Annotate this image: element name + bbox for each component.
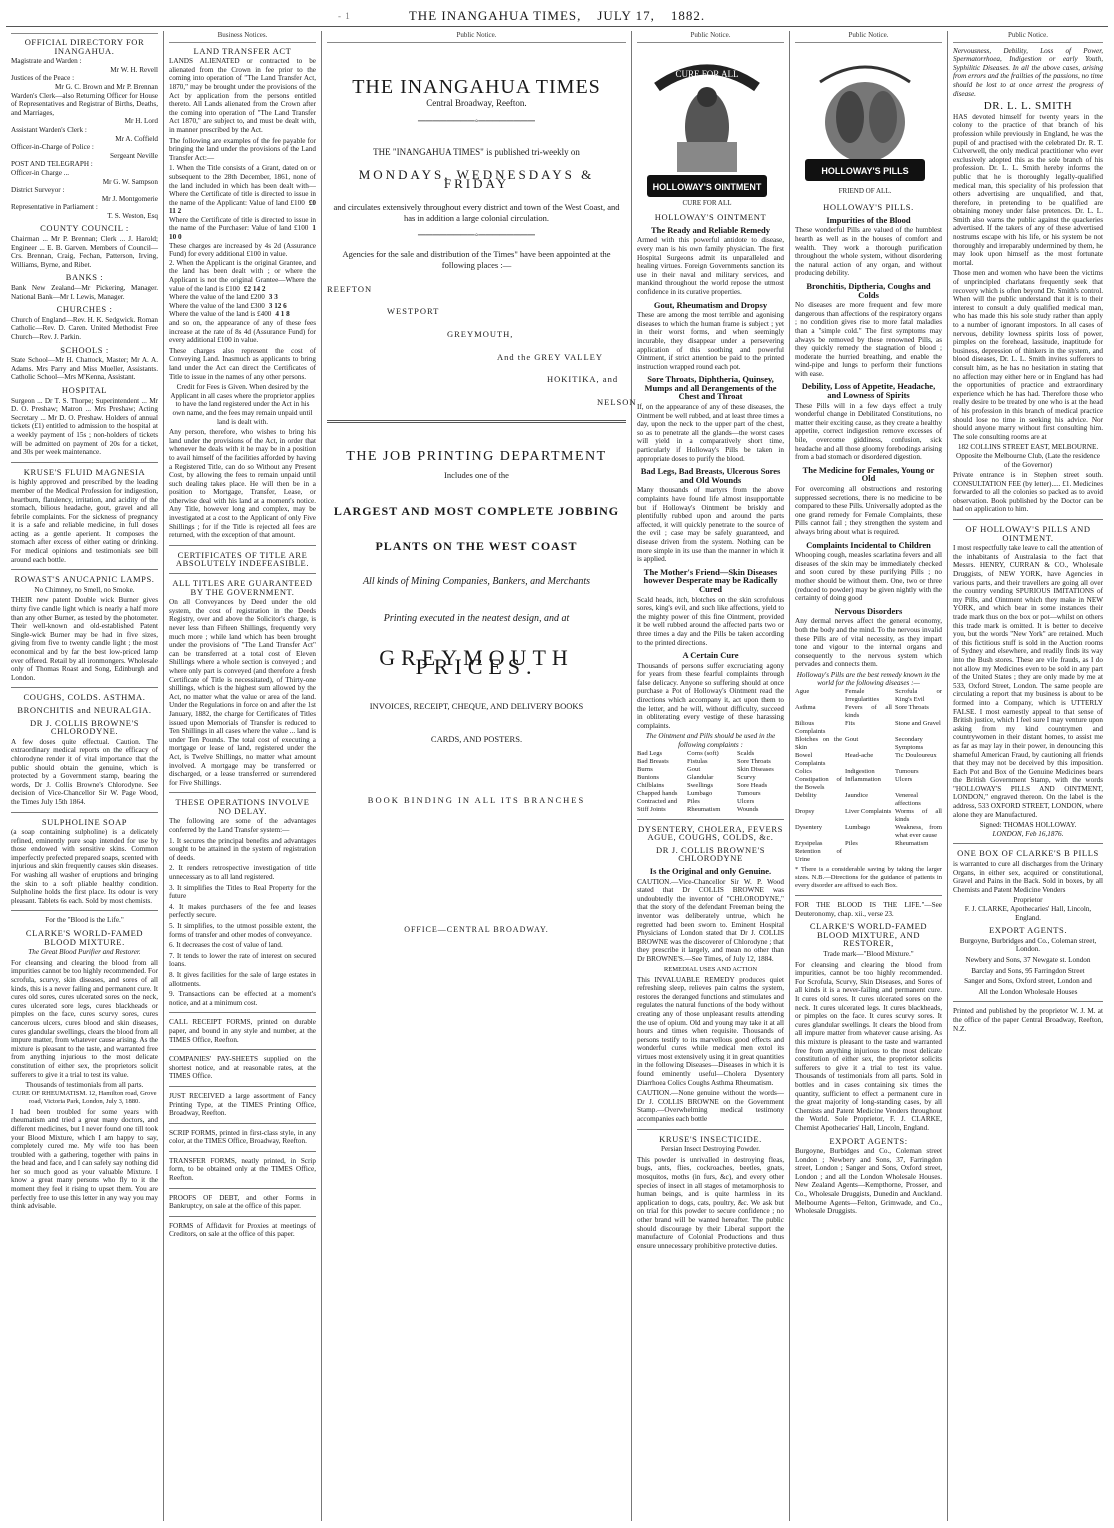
clarke-sub: The Great Blood Purifier and Restorer. <box>28 948 141 957</box>
fee-row <box>169 259 316 293</box>
directory-role: Justices of the Peace : <box>11 74 75 83</box>
hospital-title: HOSPITAL <box>61 384 108 395</box>
paper-subtitle: Central Broadway, Reefton. <box>426 98 527 109</box>
lta-title: LAND TRANSFER ACT <box>193 45 292 56</box>
delay-list <box>169 837 316 1008</box>
export-agent: Burgoyne, Burbridges and Co., Coleman street, London. <box>959 936 1097 954</box>
females-heading: The Medicine for Females, Young or Old <box>802 464 935 484</box>
remedial-body: This INVALUABLE REMEDY produces quiet refreshing sleep, relieves pain calms the system, restores the deranged functions and stimulates and regulates the natural functions of the body without creating any of those unpleasant results attending the use of opium. Old and young may take it at all hours and times when requisite. Thousands of persons testify to its marvellous good effects and wonderful cures while medical men extol its virtues most extensively using it in great quantities in the following Diseases—Diseases in which it is found eminently useful—Cholera Dysentery Diarrhoea Colics Coughs Asthma Rheumatism. <box>637 975 784 1087</box>
complaint-item: Blotches on the Skin <box>795 736 842 752</box>
column-header: Public Notice. <box>795 31 942 43</box>
guaranteed-title: ALL TITLES ARE GUARANTEED BY THE GOVERNMENT. <box>172 578 313 597</box>
fee-row <box>169 164 316 216</box>
advantage-item: 3. It simplifies the Titles to Real Property for the future <box>169 883 316 901</box>
kruse-body: is highly approved and prescribed by the leading member of the Medical Profession for indigestion, heartburn, flatulency, irritation, and acidity of the stomach, bilious headache, gout, gravel and all febrile complaints. For the sickness of pregnancy it is a safe and reliable medicine, in full doses acting as a gentle aperient. It composes the stomach after excess of either eating or drinking. For medical opinions and testimonials see bill around each bottle. <box>11 478 158 564</box>
directory-role: Officer-in Charge ... <box>11 168 70 177</box>
directory-name: Sergeant Neville <box>110 151 158 160</box>
credit-body: Any person, therefore, who wishes to bring his land under the provisions of the Act, in order that whenever he deals with it he may be in a position to avail himself of the facilities afforded by having a Registered Title, can do so Without any Present Cost, by allowing the fees to remain unpaid until such dealing takes place. He will then be in a position to Mortgage, Transfer, Lease, or otherwise deal with his land at a moment's notice. Any Title, however long and complex, may be investigated at a cost to the Applicant of only Five Shillings ; for if the Title is rejected all fees are returned, with the exception of that amount. <box>169 428 316 540</box>
advantage-item: 9. Transactions can be effected at a moment's notice, and at a minimum cost. <box>169 990 316 1007</box>
complaint-item: Head-ache <box>845 752 874 760</box>
complaint-item: Dropsy <box>795 808 815 816</box>
dysentery-title: DYSENTERY, CHOLERA, FEVERS AGUE, COUGHS, COLDS, &c. <box>638 823 783 843</box>
town-name: WESTPORT <box>387 306 440 317</box>
holloway-date: LONDON, Feb 16,1876. <box>992 829 1064 838</box>
advantage-item: 8. It gives facilities for the sale of large estates in allotments. <box>169 970 316 988</box>
fee-value: 3 12 6 <box>268 301 287 310</box>
pills-body-6: Any dermal nerves affect the general economy, both the body and the mind. To the nervous invalid these Pills are of vital necessity, as they impart tone and vigour to the internal organs and consequently to the nervous system which pervades and connects them. <box>795 617 942 669</box>
insecticide-sub: Persian Insect Destroying Powder. <box>660 1145 760 1154</box>
svg-text:HOLLOWAY'S PILLS: HOLLOWAY'S PILLS <box>821 165 909 176</box>
smith-address: 182 COLLINS STREET EAST, MELBOURNE. Opposite the Melbourne Club, (Late the residence of the Governor) <box>956 443 1100 469</box>
gout-heading: Gout, Rheumatism and Dropsy <box>653 299 768 310</box>
town-name: NELSON <box>597 396 637 407</box>
complaint-item: Female Irregularities <box>845 688 880 704</box>
column-header: Public Notice. <box>327 31 626 43</box>
legs-heading: Bad Legs, Bad Breasts, Ulcerous Sores and Old Wounds <box>640 466 781 485</box>
holloway-signed: Signed: THOMAS HOLLOWAY. <box>979 821 1077 830</box>
svg-text:CURE FOR ALL: CURE FOR ALL <box>675 68 739 79</box>
svg-text:FRIEND OF ALL.: FRIEND OF ALL. <box>838 186 892 195</box>
complaint-item: Piles <box>687 797 700 805</box>
directory-role: Officer-in-Charge of Police : <box>11 143 94 152</box>
fee-row <box>169 302 316 311</box>
directory-row <box>11 92 158 126</box>
export-agent: Barclay and Sons, 95 Farringdon Street <box>971 966 1085 975</box>
delay-intro: The following are some of the advantages conferred by the Land Transfer system:— <box>169 817 316 835</box>
ointment-title: HOLLOWAY'S OINTMENT <box>654 212 767 223</box>
advantage-item: 5. It simplifies, to the utmost possible extent, the forms of transfer and other modes of conveyance. <box>169 922 316 939</box>
complaint-item: Ulcers <box>737 797 755 805</box>
complaint-item: Rheumatism <box>687 805 721 813</box>
fee-row <box>169 310 316 319</box>
fee-row <box>169 242 316 259</box>
complaint-item: Wounds <box>737 805 759 813</box>
directory-role: District Surveyor : <box>11 186 65 195</box>
coughs-title: COUGHS, COLDS. ASTHMA. <box>23 692 146 703</box>
bronchitis-title: BRONCHITIS and NEURALGIA. <box>17 704 152 715</box>
masthead <box>6 6 1108 27</box>
fee-text: and so on, the appearance of any of these fees increase at the rate of 8s 4d (Assurance Fund) for every additional £100 in value. <box>169 319 316 345</box>
box-body: is warranted to cure all discharges from the Urinary Organs, in either sex, acquired or constitutional, Gravel and Pains in the Back. Sold in boxes, by all Chemists and Patent Medicine Venders <box>953 860 1103 894</box>
banks-title: BANKS : <box>65 272 104 283</box>
directory-row <box>11 203 158 220</box>
complaint-item: Dysentery <box>795 824 823 832</box>
small-ad: TRANSFER FORMS, neatly printed, in Scrip form, to be obtained only at the TIMES Office, Reefton. <box>169 1156 316 1183</box>
clarke-testimonials: Thousands of testimonials from all parts. <box>25 1081 144 1090</box>
sulpholine-title: SULPHOLINE SOAP <box>41 816 128 827</box>
pills-body-4: For overcoming all obstructions and restoring suppressed secretions, there is no medicine to be compared to these Pills. Universally adopted as the one grand remedy for Female Complaints, these Pills cannot fail ; they strengthen the system and always bring about what is required. <box>795 485 942 536</box>
mother-heading: The Mother's Friend—Skin Diseases however Desperate may be Radically Cured <box>643 566 778 594</box>
bronchitis-heading: Bronchitis, Diptheria, Coughs and Colds <box>806 280 931 300</box>
directory-role: POST AND TELEGRAPH : <box>11 160 93 169</box>
chlorodyne-title: DR J. COLLIS BROWNE'S CHLORODYNE. <box>29 717 140 737</box>
complaint-item: Sore Heads <box>737 781 768 789</box>
smith-intro: Nervousness, Debility, Loss of Power, Spermatorrhoea, Indigestion or early Youth, Syphilitic Diseases. In all the above cases, arising from errors and the frailties of the passions, no time should be lost to at once arrest the progress of disease. <box>953 46 1103 98</box>
lamps-sub: No Chimney, no Smell, no Smoke. <box>34 585 135 594</box>
ointment-body-6: Thousands of persons suffer excruciating agony for years from these fearful complaints through false delicacy. Anyone so suffering should at once purchase a Pot of Holloway's Ointment read the directions which accompany it, act upon them to the letter, and he will, without difficulty, succeed in obliterating every vestige of these harassing complaints. <box>637 661 784 730</box>
svg-text:CURE FOR ALL: CURE FOR ALL <box>682 198 732 207</box>
directory-name: Mr H. Lord <box>124 117 158 126</box>
pills-body-2: No diseases are more frequent and few more dangerous than affections of the respiratory organs ; no condition gives rise to more fatal maladies than a "simple cold." The first symptoms may always be removed by these renowned Pills, as they quickly remedy the stagnation of blood ; moderate the hurried breathing, and enable the wind-pipe and lungs to perform their functions with ease. <box>795 301 942 378</box>
holloway-caution-title: OF HOLLOWAY'S PILLS AND OINTMENT. <box>965 524 1091 543</box>
page-number: - 1 <box>338 11 351 21</box>
clarke-title: CLARKE'S WORLD-FAMED BLOOD MIXTURE. <box>25 928 144 947</box>
complaint-item: Venereal affections <box>895 792 921 808</box>
small-ad: JUST RECEIVED a large assortment of Fancy Printing Type, at the TIMES Printing Office, Broadway, Reefton. <box>169 1091 316 1118</box>
complaint-item: Gout <box>687 765 701 773</box>
masthead-date: JULY 17, <box>597 8 655 23</box>
fee-text: Where the Certificate of title is directed to issue in the name of the Purchaser: Value of land £100 <box>169 215 316 233</box>
smith-body: HAS devoted himself for twenty years in the colony to the practice of that branch of his profession while previously in England, he was the pupil of and practised with the celebrated Dr. R. T. Culverwell, the only medical practitioner who ever exclusively adopted this as the sole branch of his profession. Dr. L. L. Smith hereby informs the public that he is thoroughly legally-qualified medical man, this speciality of his profession that others advertising are unqualified, and that, therefore, in pretending to be qualified are obtaining money under false pretences. Dr. L. L. Smith also warns the public against the quackeries advertised. If the takers of any of these advertised nostrums escape with his life, or his system be not thoroughly and irreparably undermined by them, he may look upon himself as the most fortunate mortal. <box>953 112 1103 267</box>
credit-heading: Credit for Fees is Given. When desired by the Applicant in all cases where the proprietor applies to have the land registered under the Act in his own name, and the fees may remain unpaid until land is dealt with. <box>170 383 315 426</box>
job-printing-plants: PLANTS ON THE WEST COAST <box>375 538 578 553</box>
complaint-item: Scrofula or King's Evil <box>895 688 942 704</box>
ornament-divider: ────────◦──────── <box>418 115 535 127</box>
divider <box>169 1049 316 1050</box>
column-1 <box>6 31 164 1521</box>
remedial-heading: REMEDIAL USES AND ACTION <box>663 965 758 973</box>
column-3 <box>322 31 637 1521</box>
job-printing-largest: LARGEST AND MOST COMPLETE JOBBING <box>333 503 620 518</box>
complaint-item: Bad Legs <box>637 749 663 757</box>
insecticide-title: KRUSE'S INSECTICIDE. <box>659 1133 762 1144</box>
complaint-item: Jaundice <box>845 792 869 800</box>
box-title: ONE BOX OF CLARKE'S B PILLS <box>957 848 1099 859</box>
published-line: THE "INANGAHUA TIMES" is published tri-weekly on <box>373 147 580 158</box>
directory-name: Mr A. Coffield <box>115 134 158 143</box>
complaint-item: Sore Throats <box>895 704 929 712</box>
directory-row <box>11 186 158 203</box>
complaint-item: Tumours <box>737 789 761 797</box>
svg-text:HOLLOWAY'S OINTMENT: HOLLOWAY'S OINTMENT <box>652 181 762 192</box>
fee-value: 3 3 <box>268 293 278 302</box>
complaint-item: Bilious Complaints <box>795 720 826 736</box>
complaint-item: Tic Douloureux <box>895 752 937 760</box>
column-header <box>11 31 158 34</box>
blood-title: FOR THE BLOOD IS THE LIFE."—See Deuteronomy, chap. xii., verse 23. <box>795 901 942 918</box>
fee-text: Where the value of the land is £400 <box>169 310 272 319</box>
column-2 <box>164 31 322 1521</box>
pills-note: * There is a considerable saving by taking the larger sizes. N.B.—Directions for the guidance of patients in every disorder are affixed to each Box. <box>795 866 942 890</box>
greymouth-prices: GREYMOUTH PRICES. <box>379 645 574 679</box>
columns <box>6 31 1108 1521</box>
debility-heading: Debility, Loss of Appetite, Headache, and Lowness of Spirits <box>801 381 936 401</box>
complaint-item: Stone and Gravel <box>895 720 941 728</box>
complaint-item: Fits <box>845 720 855 728</box>
column-6 <box>948 31 1108 1521</box>
complaint-item: Inflammation <box>845 776 881 784</box>
directory-list <box>11 57 158 220</box>
town-name: GREYMOUTH, <box>447 328 514 339</box>
schools-title: SCHOOLS : <box>60 344 109 355</box>
job-printing-executed: Printing executed in the neatest design, and at <box>383 613 570 625</box>
fee-row <box>169 319 316 345</box>
complaint-item: Asthma <box>795 704 816 712</box>
complaint-item: Retention of Urine <box>795 848 842 864</box>
directory-name: Mr J. Montgomerie <box>101 194 158 203</box>
town-name: And the GREY VALLEY <box>497 351 603 362</box>
cure-heading: A Certain Cure <box>682 650 739 661</box>
pills-list-title: Holloway's Pills are the best remedy known in the world for the following diseases :— <box>796 670 941 688</box>
small-ad: FORMS of Affidavit for Proxies at meetings of Creditors, on sale at the office of this paper. <box>169 1221 316 1239</box>
clarke-title: CLARKE'S WORLD-FAMED BLOOD MIXTURE, AND RESTORER, <box>809 921 928 949</box>
directory-name: T. S. Weston, Esq <box>107 211 158 220</box>
column-header: Public Notice. <box>637 31 784 43</box>
complaint-item: Tumours <box>895 768 919 776</box>
complaint-item: Chapped hands <box>637 789 678 797</box>
advantage-item: 1. It secures the principal benefits and advantages sought to be attained in the system of registration of deeds. <box>169 836 316 862</box>
pills-list <box>795 688 942 864</box>
job-printing-binding: BOOK BINDING IN ALL ITS BRANCHES <box>367 795 586 806</box>
complaint-item: Erysipelas <box>795 840 823 848</box>
complaint-item: Constipation of the Bowels <box>795 776 842 792</box>
town-name: HOKITIKA, and <box>547 374 619 385</box>
small-ad: SCRIP FORMS, printed in first-class style, in any color, at the TIMES Office, Broadway, Reefton. <box>169 1128 316 1146</box>
complaint-item: Sore Throats <box>737 757 771 765</box>
children-heading: Complaints Incidental to Children <box>806 539 931 550</box>
directory-row <box>11 74 158 91</box>
advantage-item: 6. It decreases the cost of value of land. <box>169 941 283 950</box>
smith-tail: Private entrance is in Stephen street south. CONSULTATION FEE (by letter)..... £1. Medicines forwarded to all the colonies so packed as to avoid observation. Book published by the Doctor can be had on application to him. <box>953 471 1103 514</box>
export-agent: Newbery and Sons, 37 Newgate st. London <box>965 955 1091 964</box>
clarke-body: For cleansing and clearing the blood from all impurities cannot be too highly recommended. For scrofula, scurvy, skin diseases, and sores of all kinds, this is a never failing and permanent cure. It cures old sores, cures ulcerated sores on the neck, cures ulcerated sore legs, cures blackheads or pimples on the face, cures scurvy sores, cures cancerous ulcers, cures blood and skin diseases, cures glandular swellings, clears the blood from all impure matter, from whatever cause arising. As the mixture is pleasant to the taste, and warranted free from anything injurious to the most delicate constitution of either sex, the proprietors solicit sufferers to give it a trial to test its value. <box>11 958 158 1079</box>
complaint-item: Ulcers <box>895 776 913 784</box>
pills-body-1: These wonderful Pills are valued of the humblest hearth as well as in the houses of comfort and wealth. They work a thorough purification throughout the whole system, without disordering the natural action of any organ, and without producing debility. <box>795 226 942 278</box>
complaint-item: Worms of all kinds <box>895 808 942 824</box>
complaint-item: Scurvy <box>737 773 756 781</box>
fee-row <box>169 216 316 242</box>
paper-title: THE INANGAHUA TIMES <box>352 75 601 98</box>
office-line: OFFICE—CENTRAL BROADWAY. <box>404 925 549 935</box>
job-printing-title: THE JOB PRINTING DEPARTMENT <box>346 449 607 465</box>
schools: State School—Mr H. Chattock, Master; Mr A. A. Adams. Mrs Parry and Miss Mueller, Assistants. Catholic School—Mrs M'Kenna, Assistant. <box>11 356 158 382</box>
rheumatism-body: I had been troubled for some years with rheumatism and tried a great many doctors, and different medicines, but I never found one till took your Blood Mixture, which I am happy to say, completely cured me. My wife too has been troubled with a gathering, together with pains in the head and face, and I can safely say nothing did her so much good as your valuable Mixture. I know a great many persons who fly to it the moment they feel it rising to upset them. You are perfectly free to use this letter in any way you may think advisable. <box>11 1107 158 1211</box>
kruse-title: KRUSE'S FLUID MAGNESIA <box>23 466 146 477</box>
complaint-item: Bunions <box>637 773 659 781</box>
directory-title: OFFICIAL DIRECTORY FOR INANGAHUA. <box>24 37 145 56</box>
clarke-body: For cleansing and clearing the blood from impurities, cannot be too highly recommended. For Scrofula, Scurvy, Skin Diseases, and Sores of all kinds it is a never-failing and permanent cure. It cures old sores. It cures ulcerated sores on the neck. It cures ulcerated legs. It cures blackheads, or pimples on the face. It cures scurvy sores. It cures glandular swellings. It clears the blood from all impure matter from whatever cause arising. As this mixture is pleasant to the taste and warranted free from anything injurious to the most delicate constitution of either sex, the proprietor solicits sufferers to give it a trial to test its value. Thousands of testimonials from all parts. Sold in bottles and in cases containing six times the quantity, sufficient to effect a permanent cure in the great majority of long-standing cases, by all Chemists and Patent Medicine Venders throughout the World. Sole Proprietor, F. J. CLARKE, Chemist Apothecaries' Hall, Lincoln, England. <box>795 960 942 1132</box>
complaint-item: Indigestion <box>845 768 875 776</box>
hospital: Surgeon ... Dr T. S. Thorpe; Superintendent ... Mr D. O. Preshaw; Matron ... Mrs Preshaw; Acting Secretary ... Mr D. O. Preshaw. Holders of annual tickets (£1) entitled to admission to the hospital at a weekly payment of 15s ; non-holders of tickets will be admitted on payment of 20s for a ticket, and 30s per week maintenance. <box>11 396 158 457</box>
directory-name: Mr G. W. Sampson <box>102 177 158 186</box>
complaint-item: Fistulas <box>687 757 708 765</box>
ointment-body-4: Many thousands of martyrs from the above complaints have found life almost insupportable but if Holloway's Ointment be briskly and plentifully rubbed upon and around the parts affected, it will quickly penetrate to the source of the evil ; case may be safely guaranteed, and disease driven from the system. Nothing can be more simple in its use than the manner in which it is applied. <box>637 486 784 564</box>
holloway-caution-body: I most respectfully take leave to call the attention of the inhabitants of Australasia to the fact that Messrs. HENRY, CURRAN & CO., Wholesale Druggists, of NEW YORK, have Agencies in various parts, and their travellers are going all over the country vending SPURIOUS IMITATIONS of my Pills, and Ointment which they make in NEW YORK, and which bear in some instances their trade mark thus on the box or pot—whilst on others this trade mark is omitted. It is better to deceive you, but the words "New York" are retained. Much of this fictitious stuff is sold in the Auction rooms of Sydney and elsewhere, and readily finds its way into the Bush stores. These are vile frauds, as I do not allow my Medicines even to be sold in any part of the United States ; they are only made by me at 533, Oxford Street, London. The same people are circulating a report that my business is about to be formed into a Company, which is UTTERLY FALSE. I most earnestly appeal to that sense of British justice, which I feel sure I may venture upon asking from my kind countrymen and countrywomen in their distant homes, to assist me as far as may lay in their power, in denouncing this shameful American Fraud, by cautioning all friends that they may not be deceived by this imposition. Each Pot and Box of the Genuine Medicines bears the British Government Stamp, with the words "HOLLOWAY'S PILLS AND OINTMENT, LONDON," engraved thereon. On the label is the address, 533 OXFORD STREET, LONDON, where alone they are Manufactured. <box>953 544 1103 819</box>
complaint-item: Fevers of all kinds <box>845 704 892 720</box>
ornament-divider: ────────◦──────── <box>418 230 535 242</box>
fee-value: 4 1 8 <box>275 310 290 319</box>
divider <box>169 1012 316 1013</box>
advantage-item: 4. It makes purchasers of the fee and leases perfectly secure. <box>169 902 316 920</box>
complaints-title: The Ointment and Pills should be used in the following complaints : <box>645 732 776 750</box>
smith-title: DR. L. L. SMITH <box>983 100 1073 113</box>
export-agent: Sanger and Sons, Oxford street, London and <box>964 977 1092 986</box>
lamps-title: ROWAST'S ANUCAPNIC LAMPS. <box>14 574 155 585</box>
directory-role: Assistant Warden's Clerk : <box>11 125 87 134</box>
masthead-title: THE INANGAHUA TIMES, <box>408 8 582 23</box>
job-printing-includes: Includes one of the <box>444 469 509 480</box>
divider <box>169 1216 316 1217</box>
directory-role: Warden's Clerk—also Returning Officer for House of Representatives and Registrar of Births, Deaths, and Marriages, <box>11 91 158 117</box>
complaint-item: Lumbago <box>687 789 713 797</box>
complaint-item: Ague <box>795 688 810 696</box>
fee-row <box>169 293 316 302</box>
directory-row <box>11 126 158 143</box>
job-printing-invoices: INVOICES, RECEIPT, CHEQUE, AND DELIVERY BOOKS <box>369 701 584 712</box>
churches-title: CHURCHES : <box>56 304 113 315</box>
smith-body-2: Those men and women who have been the victims of unprincipled charlatans frequently seek that recovery which is often beyond Dr. Smith's control. When will the public understand that it is to their interest to consult a duly qualified medical man, who has made this his sole study rather than apply to a number of ignorant impostors. In all cases of nervous, debility lowness spirits loss of power, pimples on the forehead, lassitude, inaptitude for business, depression of thinkers in the system, and blood diseases, Dr. L. L. Smith invites sufferers to consult him, as he has no hesitation in stating that no affection may either here or in England has had the opportunities of practice and extraordinary experience which he has had. Therefore those who really desire to be treated by one who is at the head of his profession in this branch of medical practice should lose no time in seeking his advice. Nor should anyone marry without first consulting him. The sole consulting rooms are at <box>953 269 1103 441</box>
fee-value: 1 10 0 <box>169 224 316 242</box>
column-5 <box>790 31 948 1521</box>
small-ad: PROOFS OF DEBT, and other Forms in Bankruptcy, on sale at the office of this paper. <box>169 1193 316 1211</box>
caution-body: CAUTION.—None genuine without the words—Dr J. COLLIS BROWNE on the Government Stamp.—Overwhelming medical testimony accompanies each bottle <box>637 1089 784 1124</box>
directory-row <box>11 160 158 169</box>
imprint: Printed and published by the proprietor W. J. M. at the office of the paper Central Broadway, Reefton, N.Z. <box>953 1007 1103 1033</box>
ointment-body-3: If, on the appearance of any of these diseases, the Ointment be well rubbed, and at least three times a day, upon the neck to the upper part of the chest, so as to penetrate all the glands—the worst cases will yield in a comparatively short time, particularly if Holloway's Pills be taken in appropriate doses to purify the blood. <box>637 403 784 463</box>
fee-value: £2 14 2 <box>243 284 266 293</box>
complaint-item: Skin Diseases <box>737 765 774 773</box>
divider <box>169 1086 316 1087</box>
ointment-body-5: Scald heads, itch, blotches on the skin scrofulous sores, king's evil, and such like affections, yield to the mighty power of this fine Ointment, provided it be well rubbed around the affected parts two or three times a day and the Pills be taken according to the printed directions. <box>637 595 784 647</box>
complaint-item: Stiff Joints <box>637 805 666 813</box>
job-printing-kinds: All kinds of Mining Companies, Bankers, and Merchants <box>362 576 591 588</box>
agents-body: Burgoyne, Burbidges and Co., Coleman street London ; Newbery and Sons, 37, Farringdon street, London ; Sanger and Sons, Oxford street, London ; and all the London Wholesale Houses. New Zealand Agents—Kempthorne, Prosser, and Co., Wholesale Druggists, Dunedin and Auckland. Melbourne Agents—Felton, Grimwade, and Co., Wholesale Druggists. <box>795 1147 942 1216</box>
advantage-item: 7. It tends to lower the rate of interest on secured loans. <box>169 951 316 969</box>
town-name: REEFTON <box>327 283 373 294</box>
delay-title: THESE OPERATIONS INVOLVE NO DELAY. <box>175 797 310 816</box>
lamps-body: THEIR new patent Double wick Burner gives thirty five candle light which is nearly a half more than any other Burner, as tested by the photometer. Their well-known and old-established Patent Single-wick Burner may be had in five sizes, giving from five to twenty candle light ; the most economical and by far the best low-priced lamp ever offered. Retail by all ironmongers. Wholesale only of Thomas Roast and Song, Edinburgh and London. <box>11 596 158 682</box>
fee-text: Where the value of the land £300 <box>169 301 265 310</box>
directory-role: Representative in Parliament : <box>11 203 98 212</box>
complaint-item: Glandular <box>687 773 714 781</box>
holloway-ointment-engraving <box>637 47 777 207</box>
column-header: Business Notices. <box>169 31 316 43</box>
divider <box>169 1151 316 1152</box>
pills-sub: Impurities of the Blood <box>826 214 911 225</box>
proprietor-name: F. J. CLARKE, Apothecaries' Hall, Lincoln, England. <box>964 905 1092 922</box>
pills-body-5: Whooping cough, measles scarlatina fevers and all diseases of the skin may be immediately checked and soon cured by these purifying Pills ; no mother should be without them. One, two or three (reduced to powder) may be given nightly with the certainty of doing good <box>795 551 942 603</box>
directory-name: Mr W. H. Revell <box>110 65 158 74</box>
masthead-year: 1882. <box>670 8 706 23</box>
publication-days: MONDAYS, WEDNESDAYS & FRIDAY <box>358 166 595 191</box>
fee-text: 1. When the Title consists of a Grant, dated on or subsequent to the 28th December, 1861, none of the land included in which has been dealt with—Where the Certificate of title is directed to issue in the name of the Applicant: Value of land £100 <box>169 164 316 207</box>
directory-role: Magistrate and Warden : <box>11 57 82 66</box>
clarke-trademark: Trade mark—"Blood Mixture." <box>823 950 914 959</box>
directory-row <box>11 169 158 186</box>
job-printing-cards: CARDS, AND POSTERS. <box>430 734 523 745</box>
fee-text: These charges are increased by 4s 2d (Assurance Fund) for every additional £100 in value. <box>169 241 316 259</box>
fees-list <box>169 164 316 344</box>
complaint-item: Weakness, from what ever cause <box>895 824 942 840</box>
browne-title: DR J. COLLIS BROWNE'S CHLORODYNE <box>655 844 766 864</box>
banks: Bank New Zealand—Mr Pickering, Manager. National Bank—Mr I. Lewis, Manager. <box>11 284 158 301</box>
column-4 <box>632 31 790 1521</box>
sulpholine-body: (a soap containing sulpholine) is a delicately refined, eminently pure soap intended for use by those endowed with sensitive skins. Common imperfectly prefected prepared soaps, scented with injurious and skin frequently causes skin diseases. For washing all washer of eruptions and bringing the skin to a soft pliable healthy condition. Sulpholine holds the first place. Its odour is very pleasant. Tablets 6s each. Sold by most chemists. <box>11 828 158 905</box>
browne-sub: Is the Original and only Genuine. <box>649 866 772 876</box>
export-title: EXPORT AGENTS. <box>988 925 1068 936</box>
complaint-item: Corns (soft) <box>687 749 719 757</box>
directory-row <box>11 57 158 74</box>
complaint-item: Scalds <box>737 749 755 757</box>
complaints-list <box>637 750 784 814</box>
complaint-item: Lumbago <box>845 824 871 832</box>
ointment-body-1: Armed with this powerful antidote to disease, every man is his own family physician. The first Hospital Surgeons admit its unparalleled and healing virtues. Foreign Governments sanction its use in their naval and military services, and mankind throughout the world repose the utmost confidence in its curative properties. <box>637 236 784 296</box>
rheumatism-heading: CURE OF RHEUMATISM. 12, Hamilton road, Grove road, Victoria Park, London, July 3, 1880. <box>12 1089 157 1105</box>
complaint-item: Debility <box>795 792 817 800</box>
pills-title: HOLLOWAY'S PILLS. <box>823 202 914 213</box>
fee-value: £0 11 2 <box>169 198 316 216</box>
agencies-line: Agencies for the sale and distribution of the Times" have been appointed at the following places :— <box>342 248 611 270</box>
complaint-item: Liver Complaints <box>845 808 892 816</box>
throats-heading: Sore Throats, Diphtheria, Quinsey, Mumps and all Derangements of the Chest and Throat <box>644 374 777 402</box>
column-header: Public Notice. <box>953 31 1103 43</box>
complaint-item: Gout <box>845 736 859 744</box>
lta-intro: LANDS ALIENATED or contracted to be alienated from the Crown in fee prior to the coming into operation of "The Land Transfer Act, 1870," may be brought under the provisions of the Act by application from the persons entitled thereto. All Lands alienated from the Crown after the coming into operation of "The Land Transfer Act 1870," are subject to, and must be dealt with, in manner prescribed by the Act. <box>169 57 316 134</box>
browne-body: CAUTION.—Vice-Chancellor Sir W. P. Wood stated that Dr COLLIS BROWNE was undoubtedly the inventor of "CHLORODYNE," that the story of the defendant Freeman being the inventor was deliberately untrue, which he regretted had been sworn to. Eminent Hospital Physicians of London stated that Dr J. COLLIS BROWNE was the discoverer of Chlorodyne ; that they prescribe it largely, and mean no other than Dr BROWNE'S.—See Times, of July 12, 1884. <box>637 877 784 963</box>
circulation-line: and circulates extensively throughout every district and town of the West Coast, and has in addition a large colonial circulation. <box>333 202 620 224</box>
divider <box>169 1123 316 1124</box>
nervous-heading: Nervous Disorders <box>834 605 903 616</box>
complaint-item: Colics <box>795 768 812 776</box>
fee-text: Where the value of the land £200 <box>169 293 265 302</box>
ointment-body-2: These are among the most terrible and agonising diseases to which the human frame is subject ; yet in their worst forms, and when seemingly incurable, they disappear under a persevering application of this soothing and powerful Ointment, if strict attention be paid to the printed instruction wrapped round each pot. <box>637 311 784 371</box>
guaranteed-body: On all Conveyances by Deed under the old system, the cost of registration in the Deeds Registry, over and above the Solicitor's charge, is never less than Fifteen Shillings, frequently very much more ; while land which has been brought under the provisions of "The Land Transfer Act" can be transferred at a total cost of Eleven Shillings where a whole section is conveyed ; and where only part is conveyed (and therefore a fresh Certificate of Title is necessitated), of Thirty-one shillings, which is the highest sum allowed by the Act, no matter what the value or area of the land. Under the Regulations in force on and after the 1st January, 1882, the charge for Certificates of Titles issued upon Memorials of Transfer is reduced to Ten Shillings in all cases where the value ... land is under Ten Pounds. The total cost of executing a mortgage or lease of land, registered under the Act, is Twelve Shillings, no matter what amount involved. A mortgage may be transferred or discharged, or a lease transferred or surrendered for Five Shillings. <box>169 598 316 787</box>
directory-row <box>11 143 158 160</box>
complaint-item: Contracted and <box>637 797 678 805</box>
export-agent: All the London Wholesale Houses <box>978 987 1078 996</box>
insecticide-body: This powder is unrivalled in destroying fleas, bugs, ants, flies, cockroaches, beetles, gnats, mosquitos, moths (in furs, &c), and every other species of insect in all stages of metamorphosis to human beings, and is quite harmless in its application to dogs, cats, poultry, &c. We ask but on trial for this powder to secure confidence ; no other brand will be wanted hereafter. The public should discourage by their Liberal support the manufacture of Colonial Productions and thus ensure unnecessary prohibitive protective duties. <box>637 1155 784 1250</box>
small-ad: COMPANIES' PAY-SHEETS supplied on the shortest notice, and at reasonable rates, at the TIMES Office. <box>169 1055 316 1081</box>
complaint-item: Rheumatism <box>895 840 929 848</box>
complaint-item: Piles <box>845 840 858 848</box>
fees-intro: The following are examples of the fee payable for bringing the land under the provisions of the Land Transfer Act:— <box>169 136 316 162</box>
chlorodyne-body: A few doses quite effectual. Caution. The extraordinary medical reports on the efficacy of chlorodyne render it of vital importance that the public should obtain the genuine, which is protected by a Government stamp, bearing the words, Dr J. Collis Browne's Chlorodyne. See decision of Vice-Chancellor Sir W. Page Wood, the Times July 15th 1864. <box>11 737 158 806</box>
complaint-item: Swellings <box>687 781 714 789</box>
divider <box>169 1188 316 1189</box>
churches: Church of England—Rev. H. K. Sedgwick. Roman Catholic—Rev. D. Caren. United Methodist Free Church—Rev. J. Parkin. <box>11 315 158 341</box>
holloway-pills-engraving <box>795 47 935 197</box>
county-council-title: COUNTY COUNCIL : <box>40 223 129 234</box>
complaint-item: Burns <box>637 765 653 773</box>
certs-title: CERTIFICATES OF TITLE ARE ABSOLUTELY INDEFEASIBLE. <box>175 549 310 569</box>
complaint-item: Bad Breasts <box>637 757 669 765</box>
complaint-item: Secondary Symptoms <box>895 736 924 752</box>
ointment-sub: The Ready and Reliable Remedy <box>651 224 770 235</box>
complaint-item: Chilblains <box>637 781 665 789</box>
fee-text: 2. When the Applicant is the original Grantee, and the land has been dealt with ; or where the Applicant is not the original Grantee—Where the value of the land is £100 <box>169 258 316 293</box>
agents-title: EXPORT AGENTS: <box>829 1135 908 1146</box>
county-council: Chairman ... Mr P. Brennan; Clerk ... J. Harold; Engineer ... E. B. Garven. Members of Council—Crs. Brennan, Craig, Fechan, Patterson, Irving, Williams, Byrne, and Ribet. <box>11 235 158 269</box>
pills-body-3: These Pills will in a few days effect a truly wonderful change in Debilitated Constitutions, no matter their exciting cause, as they create a healthy appetite, correct indigestion remove excesses of bile, overcome giddiness, confusion, sick headache and all those gloomy forebodings arising from a bad stomach or disordered digestion. <box>795 401 942 462</box>
small-ad: CALL RECEIPT FORMS, printed on durable paper, and bound in any style and number, at the TIMES Office, Reefton. <box>169 1018 316 1044</box>
blood-banner: For the "Blood is the Life." <box>45 916 124 925</box>
export-list <box>953 937 1103 997</box>
fees-note: These charges also represent the cost of Conveying Land. Inasmuch as applicants to bring land under the Act can direct the Certificates of Title to issue in the names of any other persons. <box>169 346 316 381</box>
directory-name: Mr G. C. Brown and Mr P. Brennan <box>54 82 158 91</box>
proprietor-label: Proprietor <box>1013 896 1043 905</box>
complaint-item: Bowel Complaints <box>795 752 826 768</box>
towns-list <box>327 283 637 407</box>
small-ads <box>169 1012 316 1239</box>
advantage-item: 2. It renders retrospective investigation of title unnecessary as to all land registered. <box>169 864 316 882</box>
